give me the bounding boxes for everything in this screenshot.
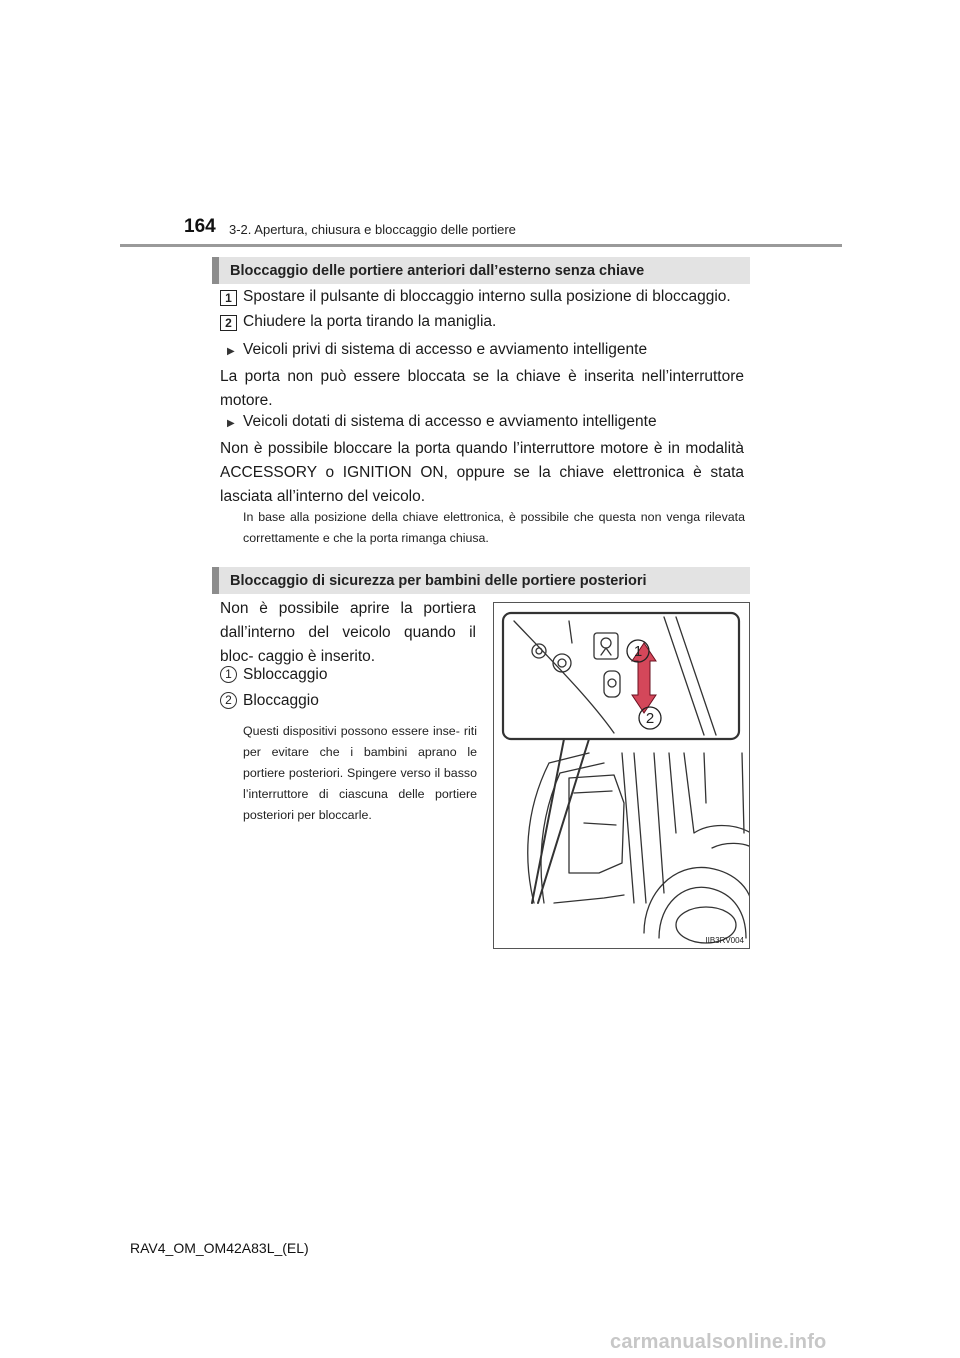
triangle-bullet-icon: ▶ — [227, 346, 235, 357]
triangle-bullet-icon: ▶ — [227, 418, 235, 429]
rear-door-child-lock-illustration — [493, 602, 750, 949]
header-rule — [120, 244, 842, 247]
callout-2: 2 — [645, 710, 655, 727]
figure-code: IIB3RV004 — [705, 936, 744, 945]
section-title-child-lock: Bloccaggio di sicurezza per bambini delle portiere posteriori — [212, 567, 750, 594]
item-unlock: Sbloccaggio — [243, 666, 328, 683]
step-number-1: 1 — [220, 290, 237, 306]
note-electronic-key: In base alla posizione della chiave elettronica, è possibile che questa non venga rilevata correttamente e che la porta rimanga chiusa. — [243, 510, 745, 545]
paragraph-no-smart-key: La porta non può essere bloccata se la chiave è inserita nell’interruttore motore. — [220, 368, 744, 409]
paragraph-child-lock: Non è possibile aprire la portiera dall’interno del veicolo quando il bloc- caggio è inserito. — [220, 600, 476, 665]
door-drawing — [494, 603, 750, 949]
page-number: 164 — [184, 216, 216, 237]
section-title-front-doors: Bloccaggio delle portiere anteriori dall’esterno senza chiave — [212, 257, 750, 284]
breadcrumb: 3-2. Apertura, chiusura e bloccaggio delle portiere — [229, 222, 516, 237]
manual-code: RAV4_OM_OM42A83L_(EL) — [130, 1240, 309, 1256]
item-number-2: 2 — [220, 692, 237, 709]
watermark: carmanualsonline.info — [610, 1331, 827, 1353]
item-lock: Bloccaggio — [243, 692, 319, 709]
subheading-no-smart-key: Veicoli privi di sistema di accesso e avviamento intelligente — [243, 341, 648, 358]
step-text-2: Chiudere la porta tirando la maniglia. — [243, 313, 497, 330]
step-number-2: 2 — [220, 315, 237, 331]
step-text-1: Spostare il pulsante di bloccaggio interno sulla posizione di bloccaggio. — [243, 288, 731, 305]
subheading-smart-key: Veicoli dotati di sistema di accesso e avviamento intelligente — [243, 413, 657, 430]
callout-1: 1 — [633, 643, 643, 660]
item-number-1: 1 — [220, 666, 237, 683]
note-child-lock: Questi dispositivi possono essere inse- riti per evitare che i bambini aprano le portiere posteriori. Spingere verso il basso l’interruttore di ciascuna delle portiere posteriori per bloccarle. — [243, 724, 477, 822]
paragraph-smart-key: Non è possibile bloccare la porta quando l’interruttore motore è in modalità ACCESSORY o IGNITION ON, oppure se la chiave elettronica è stata lasciata all’interno del veicolo. — [220, 440, 744, 505]
